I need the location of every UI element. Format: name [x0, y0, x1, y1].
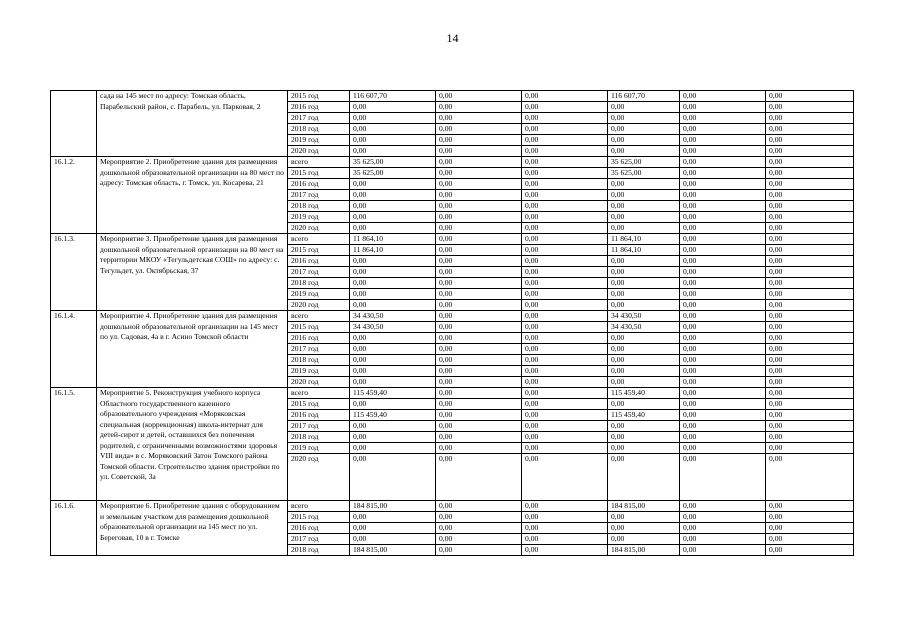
item-number-cell: 16.1.2.	[51, 157, 97, 234]
item-number-cell	[51, 91, 97, 157]
amount-cell: 0,00	[350, 523, 436, 534]
amount-cell: 0,00	[766, 256, 854, 267]
amount-cell: 0,00	[436, 512, 522, 523]
amount-cell: 0,00	[680, 212, 766, 223]
period-cell: 2019 год	[288, 212, 350, 223]
amount-cell: 0,00	[436, 91, 522, 102]
amount-cell: 0,00	[436, 212, 522, 223]
amount-cell: 0,00	[436, 267, 522, 278]
amount-cell: 0,00	[436, 377, 522, 388]
amount-cell: 0,00	[766, 300, 854, 311]
amount-cell: 11 864,10	[608, 234, 680, 245]
amount-cell: 0,00	[680, 512, 766, 523]
amount-cell: 0,00	[766, 410, 854, 421]
amount-cell: 0,00	[436, 234, 522, 245]
amount-cell: 0,00	[766, 102, 854, 113]
amount-cell: 0,00	[522, 245, 608, 256]
amount-cell: 0,00	[522, 212, 608, 223]
amount-cell: 0,00	[522, 311, 608, 322]
period-cell: 2017 год	[288, 344, 350, 355]
amount-cell: 0,00	[608, 443, 680, 454]
period-cell: 2018 год	[288, 278, 350, 289]
item-description-cell: Мероприятие 5. Реконструкция учебного корпуса Областного государственного казенного образовательного учреждения «Моряковская специальная (коррекционная) школа-интернат для детей-сирот и детей, оставшихся без попечения родителей, с ограниченными возможностями здоровья VIII вида» в с. Моряковский Затон Томского района Томской области. Строительство здания пристройки по ул. Советской, 3а	[97, 388, 288, 501]
period-cell: всего	[288, 311, 350, 322]
amount-cell: 0,00	[436, 534, 522, 545]
amount-cell: 0,00	[766, 366, 854, 377]
amount-cell: 0,00	[436, 443, 522, 454]
period-cell: всего	[288, 157, 350, 168]
amount-cell: 0,00	[766, 322, 854, 333]
amount-cell: 0,00	[522, 146, 608, 157]
period-cell: 2018 год	[288, 355, 350, 366]
amount-cell: 0,00	[680, 91, 766, 102]
period-cell: 2020 год	[288, 223, 350, 234]
period-cell: 2018 год	[288, 201, 350, 212]
amount-cell: 0,00	[522, 322, 608, 333]
amount-cell: 0,00	[608, 366, 680, 377]
amount-cell: 0,00	[350, 399, 436, 410]
amount-cell: 0,00	[766, 388, 854, 399]
amount-cell: 0,00	[436, 322, 522, 333]
amount-cell: 35 625,00	[350, 168, 436, 179]
amount-cell: 0,00	[436, 523, 522, 534]
amount-cell: 0,00	[350, 223, 436, 234]
amount-cell: 0,00	[436, 421, 522, 432]
amount-cell: 116 607,70	[608, 91, 680, 102]
amount-cell: 0,00	[608, 289, 680, 300]
amount-cell: 0,00	[608, 223, 680, 234]
amount-cell: 0,00	[522, 399, 608, 410]
amount-cell: 0,00	[680, 421, 766, 432]
amount-cell: 0,00	[436, 146, 522, 157]
amount-cell: 115 459,40	[350, 410, 436, 421]
amount-cell: 0,00	[350, 267, 436, 278]
page-number: 14	[446, 31, 459, 45]
amount-cell: 0,00	[766, 344, 854, 355]
amount-cell: 0,00	[436, 223, 522, 234]
amount-cell: 0,00	[350, 190, 436, 201]
table-row	[51, 157, 854, 168]
amount-cell: 0,00	[522, 201, 608, 212]
amount-cell: 0,00	[522, 278, 608, 289]
amount-cell: 34 430,50	[350, 311, 436, 322]
amount-cell: 0,00	[522, 501, 608, 512]
amount-cell: 0,00	[680, 344, 766, 355]
amount-cell: 0,00	[436, 190, 522, 201]
amount-cell: 0,00	[766, 179, 854, 190]
amount-cell: 0,00	[350, 102, 436, 113]
amount-cell: 0,00	[522, 410, 608, 421]
amount-cell: 0,00	[350, 344, 436, 355]
amount-cell: 0,00	[350, 113, 436, 124]
amount-cell: 0,00	[522, 135, 608, 146]
amount-cell: 0,00	[766, 278, 854, 289]
amount-cell: 0,00	[680, 333, 766, 344]
amount-cell: 0,00	[608, 300, 680, 311]
amount-cell: 0,00	[680, 523, 766, 534]
amount-cell: 35 625,00	[608, 168, 680, 179]
amount-cell: 0,00	[350, 432, 436, 443]
amount-cell: 0,00	[522, 432, 608, 443]
amount-cell: 0,00	[350, 512, 436, 523]
period-cell: всего	[288, 388, 350, 399]
amount-cell: 34 430,50	[608, 322, 680, 333]
amount-cell: 115 459,40	[608, 388, 680, 399]
amount-cell: 0,00	[436, 410, 522, 421]
amount-cell: 0,00	[522, 300, 608, 311]
amount-cell: 0,00	[350, 146, 436, 157]
item-description-cell: Мероприятие 6. Приобретение здания с оборудованием и земельным участком для размещения дошкольной образовательной организации на 145 мест по ул. Береговая, 10 в г. Томске	[97, 501, 288, 556]
amount-cell: 0,00	[350, 135, 436, 146]
amount-cell: 0,00	[680, 545, 766, 556]
amount-cell: 0,00	[436, 201, 522, 212]
amount-cell: 0,00	[436, 102, 522, 113]
amount-cell: 11 864,10	[350, 234, 436, 245]
item-description-cell: сада на 145 мест по адресу: Томская область, Парабельский район, с. Парабель, ул. Парковая, 2	[97, 91, 288, 157]
amount-cell: 0,00	[680, 102, 766, 113]
period-cell: 2018 год	[288, 124, 350, 135]
amount-cell: 11 864,10	[350, 245, 436, 256]
amount-cell: 0,00	[680, 124, 766, 135]
period-cell: всего	[288, 501, 350, 512]
amount-cell: 0,00	[766, 454, 854, 501]
amount-cell: 0,00	[350, 366, 436, 377]
item-number-cell: 16.1.5.	[51, 388, 97, 501]
amount-cell: 0,00	[766, 432, 854, 443]
period-cell: 2020 год	[288, 300, 350, 311]
amount-cell: 0,00	[680, 388, 766, 399]
period-cell: 2016 год	[288, 179, 350, 190]
period-cell: 2020 год	[288, 377, 350, 388]
table-row	[51, 234, 854, 245]
period-cell: 2020 год	[288, 454, 350, 501]
amount-cell: 0,00	[436, 501, 522, 512]
amount-cell: 0,00	[522, 168, 608, 179]
amount-cell: 0,00	[350, 201, 436, 212]
amount-cell: 0,00	[680, 146, 766, 157]
amount-cell: 115 459,40	[350, 388, 436, 399]
amount-cell: 115 459,40	[608, 410, 680, 421]
period-cell: 2016 год	[288, 523, 350, 534]
amount-cell: 0,00	[350, 300, 436, 311]
amount-cell: 0,00	[680, 410, 766, 421]
amount-cell: 0,00	[608, 399, 680, 410]
amount-cell: 0,00	[608, 135, 680, 146]
amount-cell: 0,00	[350, 377, 436, 388]
item-description-cell: Мероприятие 3. Приобретение здания для размещения дошкольной образовательной организации на 80 мест на территории МКОУ «Тегульдетская СОШ» по адресу: с. Тегульдет, ул. Октябрьская, 37	[97, 234, 288, 311]
period-cell: 2019 год	[288, 289, 350, 300]
amount-cell: 0,00	[350, 179, 436, 190]
amount-cell: 0,00	[522, 157, 608, 168]
amount-cell: 0,00	[608, 124, 680, 135]
amount-cell: 0,00	[608, 146, 680, 157]
amount-cell: 0,00	[608, 534, 680, 545]
amount-cell: 116 607,70	[350, 91, 436, 102]
table-row	[51, 501, 854, 512]
amount-cell: 0,00	[350, 256, 436, 267]
amount-cell: 0,00	[522, 545, 608, 556]
amount-cell: 0,00	[522, 289, 608, 300]
period-cell: 2018 год	[288, 432, 350, 443]
amount-cell: 0,00	[680, 501, 766, 512]
item-number-cell: 16.1.4.	[51, 311, 97, 388]
amount-cell: 0,00	[680, 179, 766, 190]
amount-cell: 0,00	[680, 322, 766, 333]
amount-cell: 0,00	[608, 179, 680, 190]
amount-cell: 0,00	[436, 256, 522, 267]
amount-cell: 0,00	[608, 421, 680, 432]
period-cell: 2017 год	[288, 421, 350, 432]
amount-cell: 0,00	[680, 168, 766, 179]
period-cell: 2019 год	[288, 366, 350, 377]
period-cell: 2017 год	[288, 534, 350, 545]
amount-cell: 0,00	[608, 454, 680, 501]
amount-cell: 0,00	[436, 124, 522, 135]
amount-cell: 0,00	[436, 135, 522, 146]
amount-cell: 0,00	[522, 344, 608, 355]
amount-cell: 0,00	[350, 454, 436, 501]
amount-cell: 0,00	[608, 432, 680, 443]
amount-cell: 0,00	[680, 278, 766, 289]
period-cell: 2015 год	[288, 512, 350, 523]
amount-cell: 0,00	[522, 333, 608, 344]
amount-cell: 0,00	[522, 91, 608, 102]
amount-cell: 0,00	[680, 377, 766, 388]
amount-cell: 0,00	[436, 432, 522, 443]
amount-cell: 0,00	[608, 523, 680, 534]
amount-cell: 0,00	[522, 234, 608, 245]
amount-cell: 0,00	[608, 512, 680, 523]
amount-cell: 0,00	[522, 223, 608, 234]
amount-cell: 0,00	[680, 432, 766, 443]
amount-cell: 0,00	[522, 113, 608, 124]
amount-cell: 0,00	[522, 190, 608, 201]
amount-cell: 0,00	[436, 545, 522, 556]
amount-cell: 0,00	[680, 300, 766, 311]
amount-cell: 0,00	[680, 267, 766, 278]
amount-cell: 0,00	[350, 421, 436, 432]
period-cell: 2015 год	[288, 399, 350, 410]
amount-cell: 0,00	[608, 212, 680, 223]
amount-cell: 0,00	[522, 256, 608, 267]
amount-cell: 0,00	[608, 113, 680, 124]
period-cell: 2020 год	[288, 146, 350, 157]
amount-cell: 0,00	[608, 201, 680, 212]
amount-cell: 0,00	[608, 256, 680, 267]
amount-cell: 0,00	[680, 355, 766, 366]
amount-cell: 0,00	[436, 300, 522, 311]
amount-cell: 0,00	[608, 377, 680, 388]
amount-cell: 0,00	[522, 377, 608, 388]
amount-cell: 35 625,00	[350, 157, 436, 168]
amount-cell: 0,00	[608, 102, 680, 113]
amount-cell: 0,00	[680, 289, 766, 300]
period-cell: 2017 год	[288, 190, 350, 201]
amount-cell: 0,00	[766, 311, 854, 322]
amount-cell: 0,00	[766, 545, 854, 556]
amount-cell: 0,00	[436, 355, 522, 366]
amount-cell: 34 430,50	[608, 311, 680, 322]
amount-cell: 0,00	[350, 289, 436, 300]
amount-cell: 184 815,00	[608, 501, 680, 512]
amount-cell: 35 625,00	[608, 157, 680, 168]
amount-cell: 0,00	[522, 102, 608, 113]
period-cell: 2016 год	[288, 410, 350, 421]
amount-cell: 0,00	[680, 454, 766, 501]
item-description-cell: Мероприятие 4. Приобретение здания для размещения дошкольной образовательной организации на 145 мест по ул. Садовая, 4а в г. Асино Томской области	[97, 311, 288, 388]
amount-cell: 0,00	[766, 512, 854, 523]
amount-cell: 0,00	[680, 135, 766, 146]
amount-cell: 0,00	[436, 399, 522, 410]
amount-cell: 0,00	[680, 311, 766, 322]
financing-table-body	[51, 91, 854, 556]
amount-cell: 0,00	[522, 421, 608, 432]
amount-cell: 0,00	[522, 512, 608, 523]
table-row	[51, 311, 854, 322]
amount-cell: 0,00	[436, 157, 522, 168]
amount-cell: 0,00	[436, 278, 522, 289]
amount-cell: 0,00	[766, 289, 854, 300]
period-cell: 2019 год	[288, 135, 350, 146]
amount-cell: 0,00	[436, 454, 522, 501]
amount-cell: 0,00	[766, 135, 854, 146]
amount-cell: 0,00	[766, 190, 854, 201]
amount-cell: 0,00	[766, 399, 854, 410]
amount-cell: 0,00	[766, 113, 854, 124]
amount-cell: 184 815,00	[350, 501, 436, 512]
amount-cell: 0,00	[436, 179, 522, 190]
amount-cell: 0,00	[680, 234, 766, 245]
amount-cell: 0,00	[436, 388, 522, 399]
amount-cell: 184 815,00	[608, 545, 680, 556]
amount-cell: 0,00	[680, 201, 766, 212]
amount-cell: 0,00	[766, 146, 854, 157]
amount-cell: 0,00	[766, 421, 854, 432]
amount-cell: 0,00	[680, 157, 766, 168]
amount-cell: 0,00	[766, 501, 854, 512]
amount-cell: 0,00	[766, 443, 854, 454]
amount-cell: 0,00	[680, 223, 766, 234]
amount-cell: 0,00	[766, 355, 854, 366]
amount-cell: 0,00	[608, 344, 680, 355]
amount-cell: 0,00	[436, 311, 522, 322]
amount-cell: 0,00	[766, 534, 854, 545]
amount-cell: 184 815,00	[350, 545, 436, 556]
period-cell: 2015 год	[288, 322, 350, 333]
amount-cell: 0,00	[680, 256, 766, 267]
amount-cell: 0,00	[680, 113, 766, 124]
item-description-cell: Мероприятие 2. Приобретение здания для размещения дошкольной образовательной организации на 80 мест по адресу: Томская область, г. Томск, ул. Косарева, 21	[97, 157, 288, 234]
table-row	[51, 91, 854, 102]
amount-cell: 0,00	[766, 212, 854, 223]
amount-cell: 0,00	[522, 454, 608, 501]
amount-cell: 0,00	[680, 245, 766, 256]
amount-cell: 11 864,10	[608, 245, 680, 256]
table-row	[51, 388, 854, 399]
amount-cell: 0,00	[436, 168, 522, 179]
financing-table	[50, 90, 854, 556]
period-cell: 2015 год	[288, 168, 350, 179]
period-cell: 2016 год	[288, 333, 350, 344]
amount-cell: 0,00	[522, 179, 608, 190]
period-cell: 2018 год	[288, 545, 350, 556]
amount-cell: 0,00	[608, 333, 680, 344]
amount-cell: 0,00	[766, 91, 854, 102]
amount-cell: 0,00	[608, 278, 680, 289]
amount-cell: 0,00	[522, 534, 608, 545]
item-number-cell: 16.1.6.	[51, 501, 97, 556]
period-cell: 2017 год	[288, 113, 350, 124]
amount-cell: 0,00	[350, 278, 436, 289]
amount-cell: 0,00	[350, 333, 436, 344]
period-cell: 2016 год	[288, 256, 350, 267]
amount-cell: 0,00	[608, 355, 680, 366]
period-cell: 2017 год	[288, 267, 350, 278]
amount-cell: 0,00	[350, 443, 436, 454]
amount-cell: 0,00	[522, 355, 608, 366]
amount-cell: 0,00	[766, 223, 854, 234]
item-number-cell: 16.1.3.	[51, 234, 97, 311]
amount-cell: 0,00	[608, 190, 680, 201]
amount-cell: 0,00	[766, 333, 854, 344]
amount-cell: 0,00	[680, 534, 766, 545]
amount-cell: 0,00	[608, 267, 680, 278]
amount-cell: 0,00	[436, 289, 522, 300]
amount-cell: 0,00	[766, 377, 854, 388]
amount-cell: 0,00	[436, 366, 522, 377]
amount-cell: 0,00	[766, 234, 854, 245]
amount-cell: 0,00	[522, 124, 608, 135]
amount-cell: 0,00	[350, 124, 436, 135]
amount-cell: 0,00	[350, 534, 436, 545]
amount-cell: 34 430,50	[350, 322, 436, 333]
amount-cell: 0,00	[680, 399, 766, 410]
amount-cell: 0,00	[766, 157, 854, 168]
amount-cell: 0,00	[436, 245, 522, 256]
amount-cell: 0,00	[350, 355, 436, 366]
amount-cell: 0,00	[436, 333, 522, 344]
amount-cell: 0,00	[766, 124, 854, 135]
period-cell: 2016 год	[288, 102, 350, 113]
amount-cell: 0,00	[350, 212, 436, 223]
amount-cell: 0,00	[680, 366, 766, 377]
amount-cell: 0,00	[680, 443, 766, 454]
period-cell: 2015 год	[288, 245, 350, 256]
amount-cell: 0,00	[766, 267, 854, 278]
amount-cell: 0,00	[766, 523, 854, 534]
amount-cell: 0,00	[436, 113, 522, 124]
period-cell: 2019 год	[288, 443, 350, 454]
amount-cell: 0,00	[522, 443, 608, 454]
amount-cell: 0,00	[522, 523, 608, 534]
amount-cell: 0,00	[766, 201, 854, 212]
amount-cell: 0,00	[436, 344, 522, 355]
period-cell: всего	[288, 234, 350, 245]
amount-cell: 0,00	[522, 366, 608, 377]
amount-cell: 0,00	[522, 267, 608, 278]
amount-cell: 0,00	[680, 190, 766, 201]
amount-cell: 0,00	[766, 168, 854, 179]
amount-cell: 0,00	[522, 388, 608, 399]
amount-cell: 0,00	[766, 245, 854, 256]
period-cell: 2015 год	[288, 91, 350, 102]
